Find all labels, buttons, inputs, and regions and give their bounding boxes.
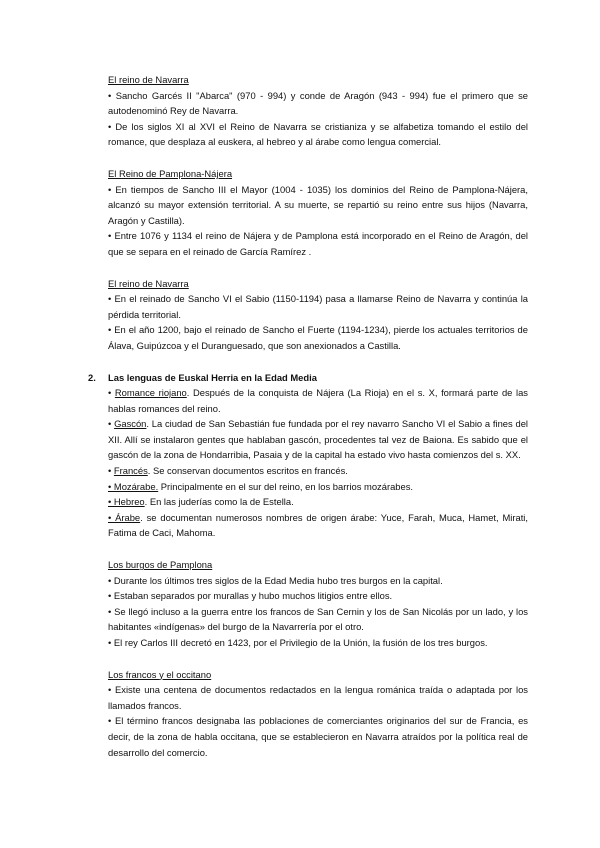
section-reino-navarra-2 (108, 276, 528, 354)
section-title: El reino de Navarra (108, 277, 189, 289)
paragraph: • El rey Carlos III decretó en 1423, por el Privilegio de la Unión, la fusión de los tres burgos. (108, 637, 488, 648)
language-item: • Romance riojano. Después de la conquista de Nájera (La Rioja) en el s. X, formará parte de las hablas romances del reino. (108, 387, 528, 414)
paragraph: • En el reinado de Sancho VI el Sabio (1150-1194) pasa a llamarse Reino de Navarra y continúa la pérdida territorial. (108, 293, 528, 320)
paragraph: • El término francos designaba las poblaciones de comerciantes originarios del sur de Francia, es decir, de la zona de habla occitana, que se establecieron en Navarra atraídos por la política real de desarrollo del comercio. (108, 715, 528, 758)
heading-title: Las lenguas de Euskal Herria en la Edad Media (108, 371, 317, 383)
language-item: • Gascón. La ciudad de San Sebastián fue fundada por el rey navarro Sancho VI el Sabio a fines del XII. Allí se instalaron gentes que hablaban gascón, procedentes tal vez de Baiona. Es sabido que el gascón de la zona de Hondarribia, Pasaia y de la capital ha estado vivo hasta comienzos del s. XX. (108, 418, 529, 461)
paragraph: • Existe una centena de documentos redactados en la lengua románica traída o adaptada por los llamados francos. (108, 684, 528, 711)
section-title: El Reino de Pamplona-Nájera (108, 167, 233, 179)
section-pamplona-najera (108, 166, 528, 260)
language-item: • Mozárabe. Principalmente en el sur del reino, en los barrios mozárabes. (108, 480, 414, 492)
language-name: Gascón (114, 418, 147, 430)
section-reino-navarra-1 (108, 72, 528, 150)
paragraph: • Sancho Garcés II "Abarca" (970 - 994) y conde de Aragón (943 - 994) fue el primero que se autodenominó Rey de Navarra. (108, 89, 528, 117)
language-name: • Hebreo (108, 496, 145, 508)
paragraph: • De los siglos XI al XVI el Reino de Navarra se cristianiza y se alfabetiza tomando el estilo del romance, que desplaza al euskera, al hebreo y al árabe como lengua comercial. (108, 120, 528, 148)
document-body (88, 72, 529, 776)
section-title: Los burgos de Pamplona (108, 559, 213, 571)
language-name: • Mozárabe. (108, 480, 159, 492)
language-name: Francés (113, 465, 148, 477)
paragraph: • Entre 1076 y 1134 el reino de Nájera y de Pamplona está incorporado en el Reino de Aragón, del que se separa en el reinado de García Ramírez . (108, 230, 528, 257)
paragraph: • Se llegó incluso a la guerra entre los francos de San Cernin y los de San Nicolás por un lado, y los habitantes «indígenas» del burgo de la Navarrería por el otro. (108, 605, 528, 633)
section-title: Los francos y el occitano (108, 668, 212, 680)
language-name: • Árabe (108, 511, 141, 523)
language-item: • Hebreo. En las juderías como la de Estella. (108, 496, 294, 508)
section-francos-occitano (108, 667, 528, 761)
language-name: Romance riojano (114, 387, 187, 399)
section-title: El reino de Navarra (108, 74, 189, 85)
paragraph: • Durante los últimos tres siglos de la Edad Media hubo tres burgos en la capital. (108, 574, 443, 586)
language-item: • Francés. Se conservan documentos escritos en francés. (108, 465, 348, 477)
section-burgos-pamplona (108, 557, 528, 651)
paragraph: • En el año 1200, bajo el reinado de Sancho el Fuerte (1194-1234), pierde los actuales territorios de Álava, Guipúzcoa y el Duranguesado, que son anexionados a Castilla. (108, 324, 528, 351)
numbered-heading (88, 370, 528, 386)
paragraph: • Estaban separados por murallas y hubo muchos litigios entre ellos. (108, 590, 393, 602)
language-item: • Árabe. se documentan numerosos nombres de origen árabe: Yuce, Farah, Muca, Hamet, Mirati, Fatima de Caci, Mahoma. (108, 511, 528, 539)
languages-list (108, 385, 528, 541)
heading-number: 2. (88, 371, 96, 383)
paragraph: • En tiempos de Sancho III el Mayor (1004 - 1035) los dominios del Reino de Pamplona-Nájera, alcanzó su mayor extensión territorial. A su muerte, se repartió su reino entre sus hijos (Navarra, Aragón y Castilla). (108, 183, 528, 226)
